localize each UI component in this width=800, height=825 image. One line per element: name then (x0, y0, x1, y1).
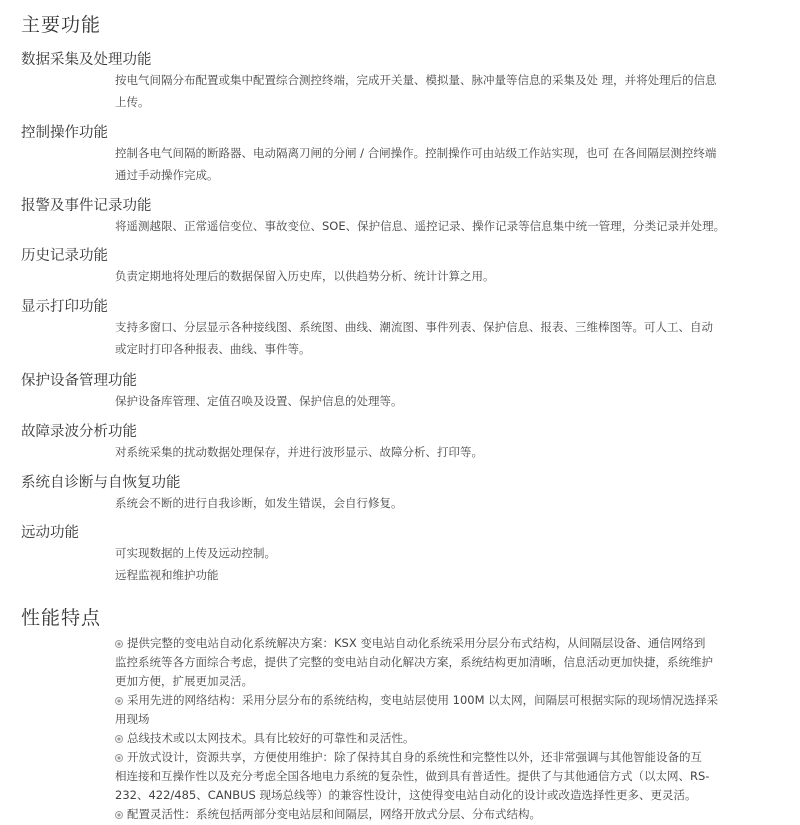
feature-item (115, 748, 765, 805)
description-line: 将遥测越限、正常遥信变位、事故变位、SOE、保护信息、遥控记录、操作记录等信息集中统一管理，分类记录并处理。 (115, 219, 726, 233)
circle-bullet-icon (115, 640, 123, 648)
circle-bullet-icon (115, 811, 123, 819)
description-line: 通过手动操作完成。 (115, 168, 219, 182)
function-title: 远动功能 (21, 525, 79, 541)
description-line: 负责定期地将处理后的数据保留入历史库，以供趋势分析、统计计算之用。 (115, 269, 495, 283)
function-title: 系统自诊断与自恢复功能 (21, 475, 181, 491)
function-description (115, 390, 755, 412)
function-title: 历史记录功能 (21, 248, 108, 264)
description-line: 对系统采集的扰动数据处理保存，并进行波形显示、故障分析、打印等。 (115, 445, 483, 459)
feature-line: 开放式设计，资源共享，方便使用维护：除了保持其自身的系统性和完整性以外，还非常强调与其他智能设备的互 (127, 750, 702, 764)
feature-line: 用现场 (115, 712, 150, 726)
feature-item (115, 634, 765, 691)
feature-item (115, 805, 765, 824)
feature-line: 232、422/485、CANBUS 现场总线等）的兼容性设计，这使得变电站自动化的设计或改造选择性更多、更灵活。 (115, 788, 697, 802)
function-description (115, 142, 755, 186)
function-description (115, 215, 755, 237)
description-line: 控制各电气间隔的断路器、电动隔离刀闸的分闸 / 合闸操作。控制操作可由站级工作站实现，也可 在各间隔层测控终端 (115, 146, 717, 160)
function-title: 控制操作功能 (21, 125, 108, 141)
feature-item (115, 691, 765, 729)
feature-line: 采用先进的网络结构：采用分层分布的系统结构，变电站层使用 100M 以太网，间隔层可根据实际的现场情况选择采 (127, 693, 719, 707)
function-description (115, 441, 755, 463)
feature-line: 配置灵活性：系统包括两部分变电站层和间隔层，网络开放式分层、分布式结构。 (127, 807, 541, 821)
function-description (115, 492, 755, 514)
function-title: 显示打印功能 (21, 299, 108, 315)
function-description (115, 542, 755, 586)
description-line: 或定时打印各种报表、曲线、事件等。 (115, 342, 311, 356)
function-description (115, 265, 755, 287)
circle-bullet-icon (115, 697, 123, 705)
function-description (115, 316, 755, 360)
function-title: 故障录波分析功能 (21, 424, 137, 440)
feature-item (115, 729, 765, 748)
description-line: 远程监视和维护功能 (115, 568, 219, 582)
feature-line: 总线技术或以太网技术。具有比较好的可靠性和灵活性。 (127, 731, 415, 745)
description-line: 上传。 (115, 95, 150, 109)
function-title: 数据采集及处理功能 (21, 52, 152, 68)
feature-line: 提供完整的变电站自动化系统解决方案：KSX 变电站自动化系统采用分层分布式结构，从间隔层设备、通信网络到 (127, 636, 706, 650)
circle-bullet-icon (115, 735, 123, 743)
description-line: 系统会不断的进行自我诊断，如发生错误，会自行修复。 (115, 496, 403, 510)
description-line: 按电气间隔分布配置或集中配置综合测控终端，完成开关量、模拟量、脉冲量等信息的采集及处 理，并将处理后的信息 (115, 73, 717, 87)
description-line: 保护设备库管理、定值召唤及设置、保护信息的处理等。 (115, 394, 403, 408)
feature-line: 监控系统等各方面综合考虑，提供了完整的变电站自动化解决方案，系统结构更加清晰，信息活动更加快捷，系统维护 (115, 655, 713, 669)
feature-line: 更加方便，扩展更加灵活。 (115, 674, 253, 688)
function-title: 报警及事件记录功能 (21, 198, 152, 214)
features-heading: 性能特点 (21, 607, 102, 629)
main-functions-heading: 主要功能 (21, 14, 102, 36)
circle-bullet-icon (115, 754, 123, 762)
description-line: 支持多窗口、分层显示各种接线图、系统图、曲线、潮流图、事件列表、保护信息、报表、三维棒图等。可人工、自动 (115, 320, 713, 334)
function-title: 保护设备管理功能 (21, 373, 137, 389)
feature-line: 相连接和互操作性以及充分考虑全国各地电力系统的复杂性，做到具有普适性。提供了与其他通信方式（以太网、RS- (115, 769, 710, 783)
description-line: 可实现数据的上传及远动控制。 (115, 546, 276, 560)
function-description (115, 69, 755, 113)
